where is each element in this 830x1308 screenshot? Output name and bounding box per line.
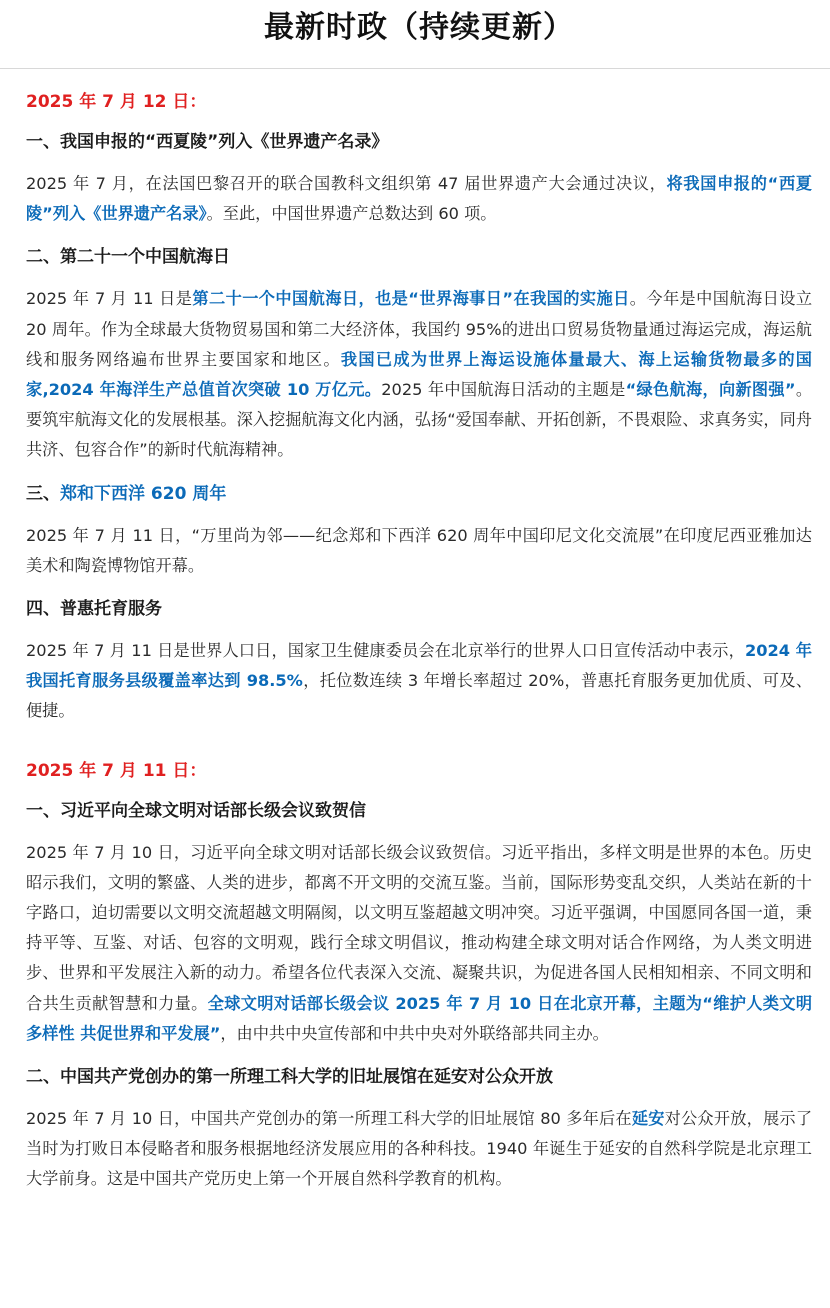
news-heading	[26, 482, 812, 506]
news-paragraph	[26, 1104, 812, 1195]
text-run: ，由中共中央宣传部和中共中央对外联络部共同主办。	[220, 1023, 609, 1043]
heading-highlight: 郑和下西洋 620 周年	[60, 483, 227, 504]
highlight-text: 将我国申报的“西夏陵”列入《世界遗产名录》	[26, 174, 812, 224]
text-run: 对公众开放，展示了当时为打败日本侵略者和服务根据地经济发展应用的各种科技。1940 年诞生于延安的自然科学院是北京理工大学前身。这是中国共产党历史上第一个开展自然科学教育的机构。	[26, 1109, 813, 1189]
news-paragraph	[26, 284, 812, 465]
news-heading: 四、普惠托育服务	[26, 599, 162, 620]
text-run: 2025 年 7 月 11 日是世界人口日，国家卫生健康委员会在北京举行的世界人口日宣传活动中表示，	[26, 641, 745, 661]
text-run: 。要筑牢航海文化的发展根基。深入挖掘航海文化内涵，弘扬“爱国奉献、开拓创新，不畏艰险、求真务实，同舟共济、包容合作”的新时代航海精神。	[26, 380, 813, 460]
news-heading: 一、习近平向全球文明对话部长级会议致贺信	[26, 800, 366, 821]
page-title: 最新时政（持续更新）	[264, 10, 574, 45]
news-paragraph	[26, 169, 812, 229]
text-run: 2025 年 7 月 11 日是	[26, 289, 193, 309]
news-heading: 二、第二十一个中国航海日	[26, 247, 230, 268]
text-run: 2025 年 7 月 11 日，“万里尚为邻——纪念郑和下西洋 620 周年中国印尼文化交流展”在印度尼西亚雅加达美术和陶瓷博物馆开幕。	[26, 525, 812, 575]
news-heading: 一、我国申报的“西夏陵”列入《世界遗产名录》	[26, 132, 389, 152]
news-paragraph	[26, 521, 812, 581]
highlight-text: 2024 年我国托育服务县级覆盖率达到 98.5%	[26, 641, 812, 691]
text-run: 2025 年 7 月 10 日，中国共产党创办的第一所理工科大学的旧址展馆 80 多年后在	[26, 1109, 632, 1129]
text-run: 2025 年 7 月 10 日，习近平向全球文明对话部长级会议致贺信。习近平指出，多样文明是世界的本色。历史昭示我们，文明的繁盛、人类的进步，都离不开文明的交流互鉴。当前，国际形势变乱交织，人类站在新的十字路口，迫切需要以文明交流超越文明隔阂，以文明互鉴超越文明冲突。习近平强调，中国愿同各国一道，秉持平等、互鉴、对话、包容的文明观，践行全球文明倡议，推动构建全球文明对话合作网络，为人类文明进步、世界和平发展注入新的动力。希望各位代表深入交流、凝聚共识，为促进各国人民相知相亲、不同文明和合共生贡献智慧和力量。	[26, 842, 812, 1013]
news-paragraph	[26, 838, 812, 1049]
text-run: ，托位数连续 3 年增长率超过 20%，普惠托育服务更加优质、可及、便捷。	[26, 671, 813, 721]
news-heading: 二、中国共产党创办的第一所理工科大学的旧址展馆在延安对公众开放	[26, 1067, 553, 1088]
text-run: 。今年是中国航海日设立 20 周年。作为全球最大货物贸易国和第二大经济体，我国约 95%的进出口贸易货物量通过海运完成，海运航线和服务网络遍布世界主要国家和地区。	[26, 289, 813, 369]
highlight-text: 全球文明对话部长级会议 2025 年 7 月 10 日在北京开幕，主题为“维护人类文明多样性 共促世界和平发展”	[26, 993, 813, 1043]
title-divider	[0, 68, 830, 69]
text-run: 2025 年中国航海日活动的主题是	[381, 380, 626, 400]
news-paragraph	[26, 636, 812, 727]
section-date: 2025 年 7 月 12 日：	[26, 92, 207, 112]
highlight-text: 第二十一个中国航海日，也是“世界海事日”在我国的实施日	[192, 289, 630, 309]
text-run: 2025 年 7 月，在法国巴黎召开的联合国教科文组织第 47 届世界遗产大会通过决议，	[26, 174, 667, 193]
highlight-text: 我国已成为世界上海运设施体量最大、海上运输货物最多的国家,2024 年海洋生产总值首次突破 10 万亿元。	[26, 349, 812, 400]
highlight-text: “绿色航海，向新图强”	[625, 380, 796, 400]
heading-prefix: 三、	[26, 483, 60, 504]
highlight-text: 延安	[631, 1109, 665, 1129]
section-date: 2025 年 7 月 11 日：	[26, 760, 207, 781]
text-run: 。至此，中国世界遗产总数达到 60 项。	[206, 204, 497, 224]
